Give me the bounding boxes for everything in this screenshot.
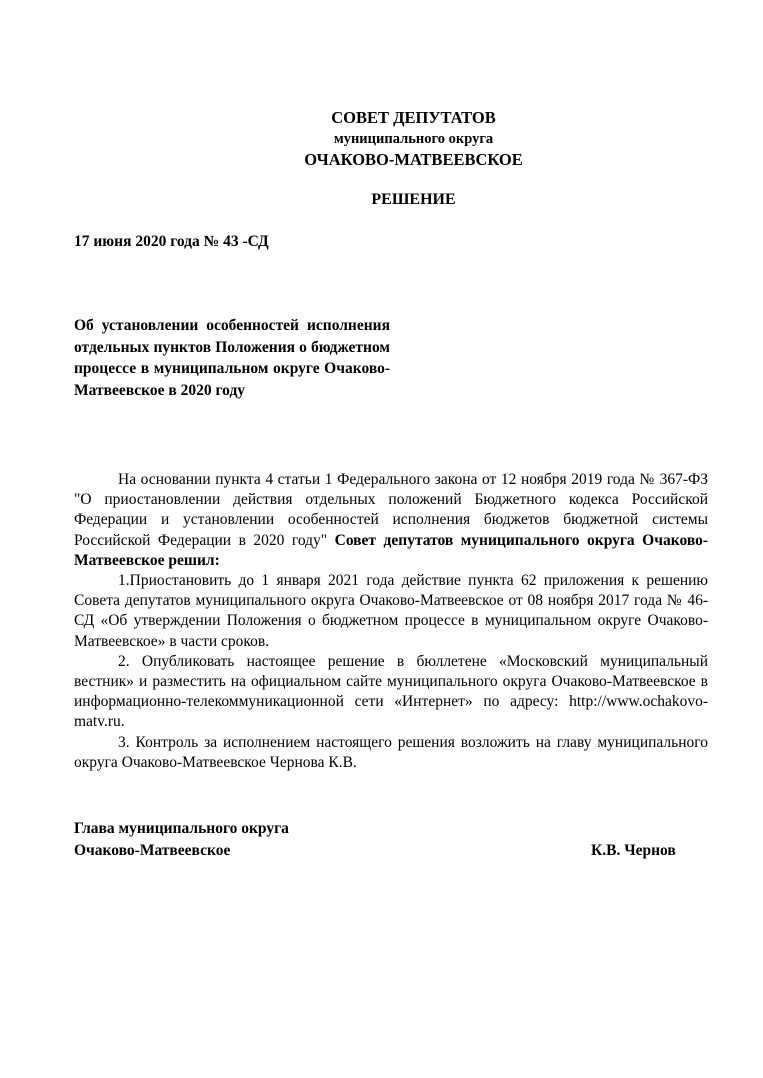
item-2: 2. Опубликовать настоящее решение в бюллетене «Московский муниципальный вестник» и разместить на официальном сайте муниципального округа Очаково-Матвеевское в информационно-телекоммуникационной сети «Интернет» по адресу: http://www.ochakovo-matv.ru. — [74, 652, 708, 731]
signature-title-line2: Очаково-Матвеевское — [74, 842, 231, 859]
district-name: ОЧАКОВО-МАТВЕЕВСКОЕ — [304, 150, 523, 169]
document-type: РЕШЕНИЕ — [371, 191, 456, 208]
preamble-resolution: Совет депутатов муниципального округа Очаково-Матвеевское решил: — [74, 531, 708, 569]
decision-body — [74, 470, 708, 773]
signature-name: К.В. Чернов — [591, 842, 676, 859]
item-3: 3. Контроль за исполнением настоящего решения возложить на главу муниципального округа Очаково-Матвеевское Чернова К.В. — [74, 733, 708, 771]
decision-subject: Об установлении особенностей исполнения отдельных пунктов Положения о бюджетном процессе в муниципальном округе Очаково-Матвеевское в 2020 году — [74, 317, 390, 399]
district-type: муниципального округа — [333, 131, 494, 147]
preamble-text: На основании пункта 4 статьи 1 Федерального закона от 12 ноября 2019 года № 367-ФЗ "О приостановлении действия отдельных положений Бюджетного кодекса Российской Федерации и установлении особенностей исполнения бюджетов бюджетной системы Российской Федерации в 2020 году" — [74, 471, 708, 549]
preamble-paragraph — [74, 470, 708, 571]
signature-title-line1: Глава муниципального округа — [74, 820, 289, 837]
date-number: 17 июня 2020 года № 43 -СД — [74, 233, 269, 250]
item-1: 1.Приостановить до 1 января 2021 года действие пункта 62 приложения к решению Совета депутатов муниципального округа Очаково-Матвеевское от 08 ноября 2017 года № 46-СД «Об утверждении Положения о бюджетном процессе в муниципальном округе Очаково-Матвеевское» в части сроков. — [74, 572, 708, 650]
council-title: СОВЕТ ДЕПУТАТОВ — [331, 108, 496, 127]
